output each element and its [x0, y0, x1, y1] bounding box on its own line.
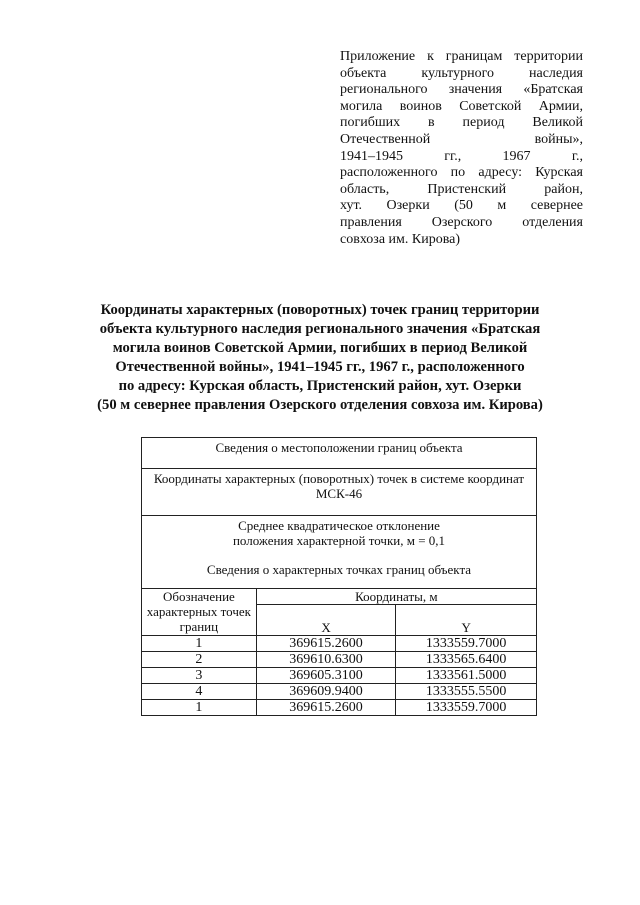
- annex-line: Приложение к границам территории: [340, 49, 583, 64]
- annex-note: [340, 49, 583, 248]
- annex-line: хут. Озерки (50 м севернее: [340, 198, 583, 214]
- y-cell: 1333559.7000: [396, 700, 537, 716]
- title-line: объекта культурного наследия регионального значения «Братская: [99, 321, 541, 337]
- point-cell: 3: [142, 668, 257, 684]
- col-x-header: X: [256, 605, 396, 636]
- annex-line: погибших в период Великой: [340, 115, 583, 131]
- point-cell: 1: [142, 636, 257, 652]
- table-row: [142, 652, 537, 668]
- title-line: по адресу: Курская область, Пристенский район, хут. Озерки: [118, 378, 522, 394]
- col-y-header: Y: [396, 605, 537, 636]
- annex-line: Отечественной войны»,: [340, 131, 583, 147]
- annex-line: область, Пристенский район,: [340, 181, 583, 197]
- accuracy-line: Среднее квадратическое отклонение: [238, 518, 440, 533]
- x-cell: 369610.6300: [256, 652, 396, 668]
- system-line: МСК-46: [315, 486, 363, 501]
- coordinate-system: [142, 469, 537, 516]
- y-cell: 1333559.7000: [396, 636, 537, 652]
- coordinates-table: [141, 437, 537, 716]
- point-cell: 2: [142, 652, 257, 668]
- location-header: Сведения о местоположении границ объекта: [142, 438, 537, 469]
- annex-line: могила воинов Советской Армии,: [340, 98, 583, 114]
- col-point-header: Обозначение характерных точек границ: [142, 589, 257, 636]
- x-cell: 369605.3100: [256, 668, 396, 684]
- table-row: [142, 684, 537, 700]
- x-cell: 369609.9400: [256, 684, 396, 700]
- table-row: [142, 700, 537, 716]
- title-line: Координаты характерных (поворотных) точек границ территории: [100, 302, 540, 318]
- annex-line: расположенного по адресу: Курская: [340, 165, 583, 181]
- accuracy-line: положения характерной точки, м = 0,1: [232, 533, 446, 548]
- annex-line: совхоза им. Кирова): [340, 231, 461, 247]
- annex-line: регионального значения «Братская: [340, 82, 583, 98]
- title-line: (50 м севернее правления Озерского отделения совхоза им. Кирова): [97, 397, 543, 413]
- col-coords-header: Координаты, м: [256, 589, 536, 605]
- title-line: могила воинов Советской Армии, погибших в период Великой: [112, 340, 528, 356]
- document-title: [60, 301, 580, 415]
- table-row: [142, 668, 537, 684]
- y-cell: 1333565.6400: [396, 652, 537, 668]
- y-cell: 1333561.5000: [396, 668, 537, 684]
- point-cell: 1: [142, 700, 257, 716]
- accuracy-cell: [142, 516, 537, 589]
- x-cell: 369615.2600: [256, 700, 396, 716]
- system-line: Координаты характерных (поворотных) точек в системе координат: [153, 471, 525, 486]
- table-row: [142, 636, 537, 652]
- annex-line: 1941–1945 гг., 1967 г.,: [340, 148, 583, 164]
- points-header: Сведения о характерных точках границ объекта: [206, 562, 472, 577]
- annex-line: правления Озерского отделения: [340, 214, 583, 230]
- x-cell: 369615.2600: [256, 636, 396, 652]
- title-line: Отечественной войны», 1941–1945 гг., 1967 г., расположенного: [115, 359, 525, 375]
- annex-line: объекта культурного наследия: [340, 65, 583, 81]
- point-cell: 4: [142, 684, 257, 700]
- y-cell: 1333555.5500: [396, 684, 537, 700]
